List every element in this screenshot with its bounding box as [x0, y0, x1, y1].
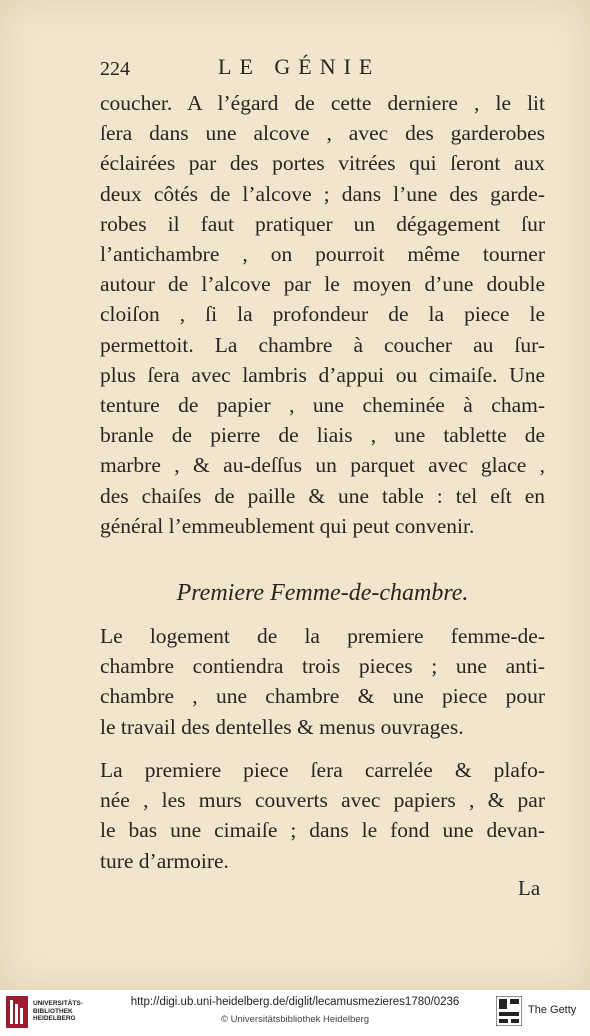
library-name-line: BIBLIOTHEK — [33, 1007, 73, 1015]
paragraph-3 — [100, 755, 545, 876]
viewer-footer — [0, 990, 590, 1036]
page-number: 224 — [100, 58, 130, 80]
text-line: robes il faut pratiquer un dégagement ſur — [100, 211, 545, 236]
getty-logo-icon[interactable] — [496, 996, 522, 1026]
library-name — [33, 1000, 83, 1023]
library-name-line: HEIDELBERG — [33, 1015, 76, 1022]
text-line: tenture de papier , une cheminée à cham- — [100, 393, 545, 418]
text-line: ture d’armoire. — [100, 848, 229, 873]
text-line: ſera dans une alcove , avec des garderobes — [100, 121, 545, 146]
text-line: éclairées par des portes vitrées qui ſeront aux — [100, 151, 545, 176]
catchword: La — [518, 876, 541, 900]
text-line: marbre , & au-deſſus un parquet avec glace , — [100, 453, 545, 478]
section-heading: Premiere Femme-de-chambre. — [176, 580, 469, 606]
partner-name: The Getty — [528, 1004, 577, 1016]
text-line: le travail des dentelles & menus ouvrages. — [100, 714, 464, 739]
text-line: permettoit. La chambre à coucher au ſur- — [100, 332, 545, 357]
text-line: Le logement de la premiere femme-de- — [100, 624, 545, 648]
text-line: plus ſera avec lambris d’appui ou cimaiſe. Une — [100, 362, 545, 387]
text-line: général l’emmeublement qui peut convenir. — [100, 513, 475, 538]
text-line: le bas une cimaiſe ; dans le fond une devan- — [100, 818, 545, 843]
text-line: née , les murs couverts avec papiers , & par — [100, 788, 545, 813]
text-line: chambre , une chambre & une piece pour — [100, 684, 545, 709]
text-line: deux côtés de l’alcove ; dans l’une des garde- — [100, 181, 545, 206]
page-header — [100, 54, 545, 88]
permalink-url[interactable]: http://digi.ub.uni-heidelberg.de/diglit/lecamusmezieres1780/0236 — [130, 996, 460, 1008]
text-line: coucher. A l’égard de cette derniere , le lit — [100, 91, 545, 115]
text-line: branle de pierre de liais , une tablette de — [100, 423, 545, 448]
text-line: chambre contiendra trois pieces ; une anti- — [100, 654, 545, 679]
text-line: des chaiſes de paille & une table : tel eſt en — [100, 483, 545, 508]
copyright-notice: © Universitätsbibliothek Heidelberg — [221, 1014, 369, 1025]
library-name-line: UNIVERSITÄTS- — [33, 1000, 83, 1007]
text-line: autour de l’alcove par le moyen d’une double — [100, 272, 545, 297]
paragraph-1 — [100, 88, 545, 541]
running-title: LE GÉNIE — [218, 54, 381, 79]
text-line: La premiere piece ſera carrelée & plafo- — [100, 758, 545, 782]
ub-heidelberg-logo-icon[interactable] — [6, 996, 28, 1028]
text-line: cloiſon , ſi la profondeur de la piece le — [100, 302, 545, 327]
text-line: l’antichambre , on pourroit même tourner — [100, 242, 545, 267]
paragraph-2 — [100, 621, 545, 742]
